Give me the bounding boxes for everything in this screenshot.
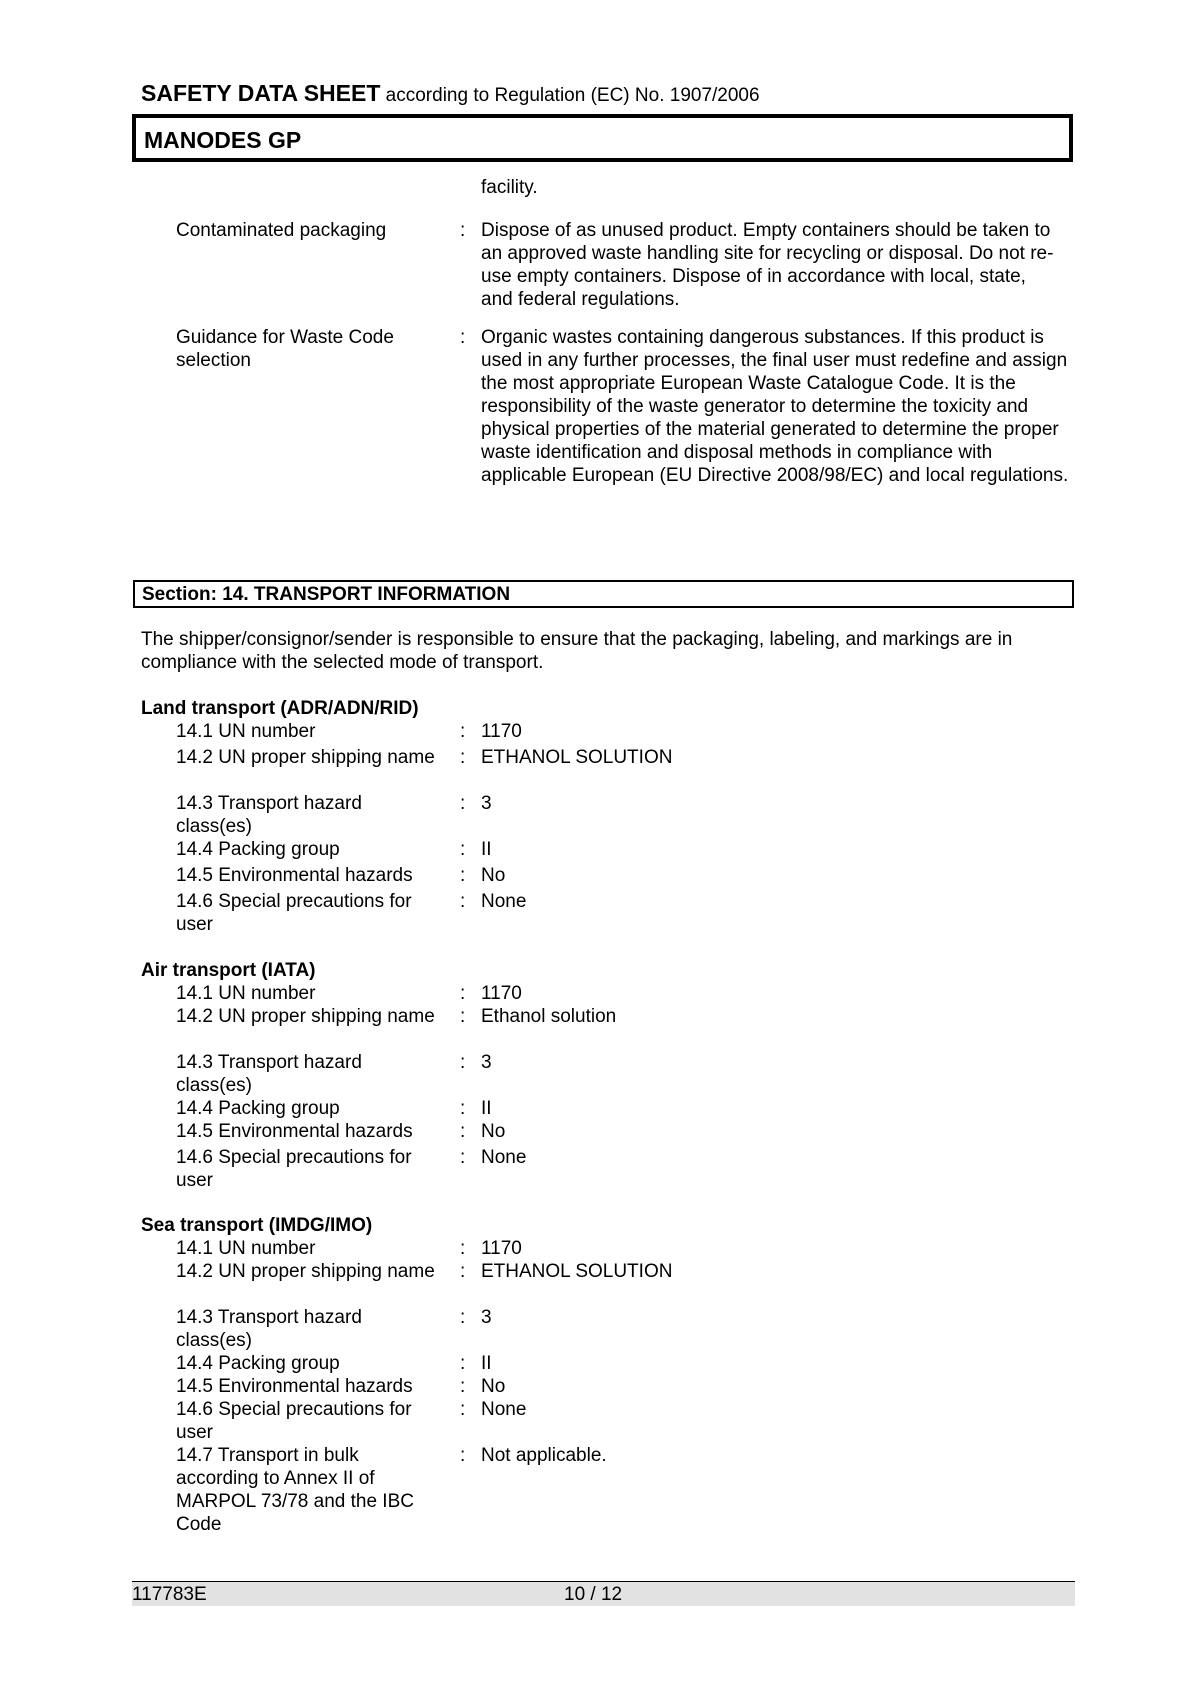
document-type-title: SAFETY DATA SHEET <box>141 80 381 106</box>
colon: : <box>460 793 466 814</box>
waste-code-guidance-value: Organic wastes containing dangerous substances. If this product is used in any further processes, the final user must redefine and assign the most appropriate European Waste Catalogue Code. It is the responsibility of the waste generator to determine the toxicity and physical properties of the material generated to determine the proper waste identification and disposal methods in compliance with applicable European (EU Directive 2008/98/EC) and local regulations. <box>481 327 1069 486</box>
sea-packing-group-value: II <box>481 1353 492 1374</box>
sea-special-precautions-label: 14.6 Special precautions for user <box>176 1399 412 1443</box>
land-un-number-label: 14.1 UN number <box>176 721 316 742</box>
regulation-reference: according to Regulation (EC) No. 1907/2006 <box>385 85 760 106</box>
land-hazard-class-value: 3 <box>481 793 492 814</box>
air-shipping-name-label: 14.2 UN proper shipping name <box>176 1006 435 1027</box>
transport-intro-text: The shipper/consignor/sender is responsible to ensure that the packaging, labeling, and markings are in compliance with the selected mode of transport. <box>141 629 1013 673</box>
document-code: 117783E <box>132 1584 207 1605</box>
colon: : <box>460 747 466 768</box>
colon: : <box>460 327 466 348</box>
air-environmental-hazards-label: 14.5 Environmental hazards <box>176 1121 413 1142</box>
land-hazard-class-label: 14.3 Transport hazard class(es) <box>176 793 362 837</box>
air-un-number-label: 14.1 UN number <box>176 983 316 1004</box>
disposal-continuation-text: facility. <box>481 177 538 198</box>
land-transport-title: Land transport (ADR/ADN/RID) <box>141 698 419 719</box>
sea-hazard-class-value: 3 <box>481 1307 492 1328</box>
product-name-box <box>132 114 1073 162</box>
sea-shipping-name-value: ETHANOL SOLUTION <box>481 1261 673 1282</box>
section-14-title: Section: 14. TRANSPORT INFORMATION <box>142 584 511 605</box>
sea-bulk-transport-value: Not applicable. <box>481 1445 607 1466</box>
air-un-number-value: 1170 <box>481 983 522 1004</box>
sea-bulk-transport-label: 14.7 Transport in bulk according to Annex II of MARPOL 73/78 and the IBC Code <box>176 1445 414 1535</box>
colon: : <box>460 721 466 742</box>
land-un-number-value: 1170 <box>481 721 522 742</box>
colon: : <box>460 1147 466 1168</box>
sea-shipping-name-label: 14.2 UN proper shipping name <box>176 1261 435 1282</box>
sea-un-number-value: 1170 <box>481 1238 522 1259</box>
sea-environmental-hazards-value: No <box>481 1376 506 1397</box>
sea-environmental-hazards-label: 14.5 Environmental hazards <box>176 1376 413 1397</box>
colon: : <box>460 839 466 860</box>
colon: : <box>460 1006 466 1027</box>
contaminated-packaging-value: Dispose of as unused product. Empty containers should be taken to an approved waste handling site for recycling or disposal. Do not re-use empty containers. Dispose of in accordance with local, state, and federal regulations. <box>481 220 1054 310</box>
colon: : <box>460 1353 466 1374</box>
colon: : <box>460 1445 466 1466</box>
air-shipping-name-value: Ethanol solution <box>481 1006 617 1027</box>
colon: : <box>460 891 466 912</box>
colon: : <box>460 1307 466 1328</box>
colon: : <box>460 1261 466 1282</box>
contaminated-packaging-label: Contaminated packaging <box>176 220 387 241</box>
colon: : <box>460 220 466 241</box>
air-hazard-class-label: 14.3 Transport hazard class(es) <box>176 1052 362 1096</box>
colon: : <box>460 1399 466 1420</box>
sea-special-precautions-value: None <box>481 1399 527 1420</box>
colon: : <box>460 1098 466 1119</box>
land-special-precautions-value: None <box>481 891 527 912</box>
sea-packing-group-label: 14.4 Packing group <box>176 1353 340 1374</box>
sea-hazard-class-label: 14.3 Transport hazard class(es) <box>176 1307 362 1351</box>
land-special-precautions-label: 14.6 Special precautions for user <box>176 891 412 935</box>
document-header <box>141 80 760 107</box>
colon: : <box>460 1238 466 1259</box>
air-environmental-hazards-value: No <box>481 1121 506 1142</box>
sea-transport-title: Sea transport (IMDG/IMO) <box>141 1215 373 1236</box>
land-packing-group-value: II <box>481 839 492 860</box>
air-special-precautions-value: None <box>481 1147 527 1168</box>
footer-divider <box>132 1581 1075 1582</box>
land-environmental-hazards-value: No <box>481 865 506 886</box>
page-number: 10 / 12 <box>564 1584 623 1605</box>
land-shipping-name-label: 14.2 UN proper shipping name <box>176 747 435 768</box>
air-packing-group-value: II <box>481 1098 492 1119</box>
air-special-precautions-label: 14.6 Special precautions for user <box>176 1147 412 1191</box>
land-environmental-hazards-label: 14.5 Environmental hazards <box>176 865 413 886</box>
product-name: MANODES GP <box>144 127 302 153</box>
colon: : <box>460 1121 466 1142</box>
colon: : <box>460 983 466 1004</box>
air-transport-title: Air transport (IATA) <box>141 960 316 981</box>
air-packing-group-label: 14.4 Packing group <box>176 1098 340 1119</box>
air-hazard-class-value: 3 <box>481 1052 492 1073</box>
colon: : <box>460 1376 466 1397</box>
colon: : <box>460 865 466 886</box>
sea-un-number-label: 14.1 UN number <box>176 1238 316 1259</box>
waste-code-guidance-label: Guidance for Waste Code selection <box>176 327 394 371</box>
section-14-heading-box <box>133 580 1074 608</box>
land-packing-group-label: 14.4 Packing group <box>176 839 340 860</box>
land-shipping-name-value: ETHANOL SOLUTION <box>481 747 673 768</box>
colon: : <box>460 1052 466 1073</box>
